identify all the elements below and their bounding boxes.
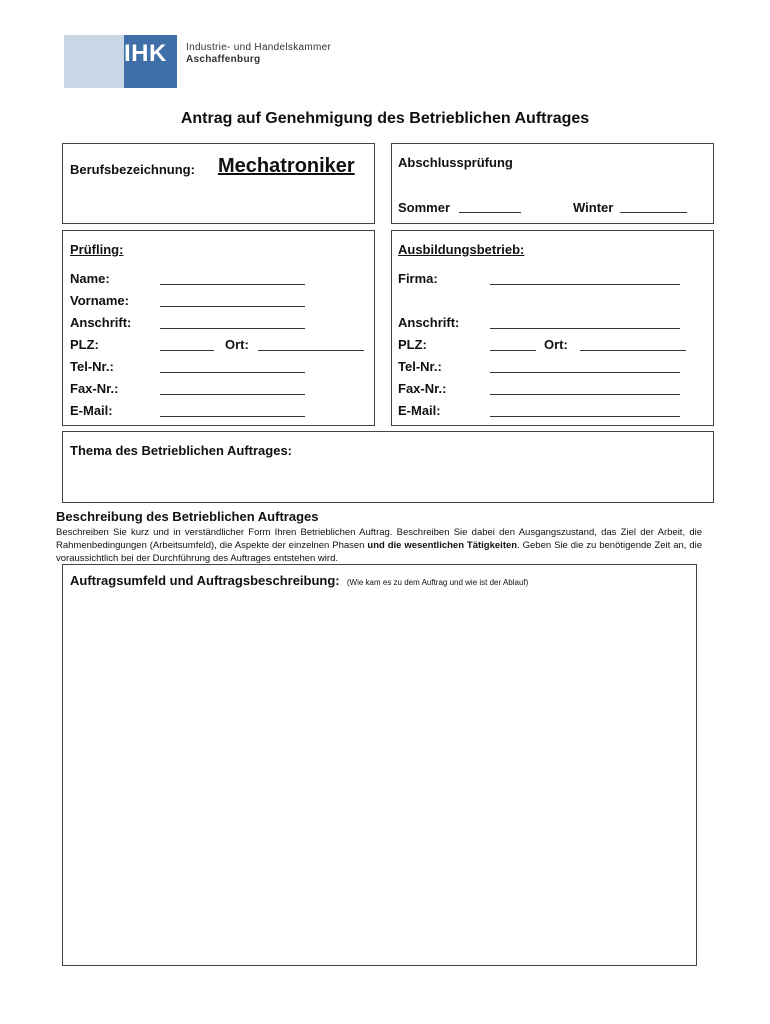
pruefling-anschrift-label: Anschrift: [70,315,132,330]
beschreibung-text-bold: und die wesentlichen Tätigkeiten [367,540,518,551]
pruefling-tel-label: Tel-Nr.: [70,359,114,374]
winter-label: Winter [573,200,614,215]
betrieb-firma-field[interactable] [490,284,680,285]
pruefling-heading: Prüfling: [70,242,124,257]
betrieb-fax-label: Fax-Nr.: [398,381,447,396]
betrieb-email-label: E-Mail: [398,403,441,418]
pruefling-vorname-field[interactable] [160,306,305,307]
betrieb-heading: Ausbildungsbetrieb: [398,242,525,257]
pruefling-fax-field[interactable] [160,394,305,395]
umfeld-label-row [70,573,528,588]
betrieb-plz-label: PLZ: [398,337,427,352]
beruf-label: Berufsbezeichnung: [70,162,195,177]
logo-line1: Industrie- und Handelskammer [186,42,332,53]
pruefling-ort-field[interactable] [258,350,364,351]
pruefling-name-label: Name: [70,271,110,286]
betrieb-tel-field[interactable] [490,372,680,373]
betrieb-ort-field[interactable] [580,350,686,351]
beschreibung-text [56,526,702,565]
pruefling-fax-label: Fax-Nr.: [70,381,119,396]
pruefling-vorname-label: Vorname: [70,293,129,308]
logo-line2: Aschaffenburg [186,54,261,65]
betrieb-plz-field[interactable] [490,350,536,351]
thema-label: Thema des Betrieblichen Auftrages: [70,443,293,458]
beschreibung-text-part1: Beschreiben Sie kurz und in verständlicher Form Ihren Betrieblichen Auftrag. Beschreiben Sie dabei den Ausgangszustand, das Ziel der Arbeit, die Rahmenbedingungen (Arbeitsumfeld), die Aspekte der einzelnen Phasen [56,527,702,551]
umfeld-label: Auftragsumfeld und Auftragsbeschreibung: [70,573,340,588]
betrieb-ort-label: Ort: [544,337,568,352]
pruefling-anschrift-field[interactable] [160,328,305,329]
logo-text: IHK [124,40,167,67]
umfeld-hint: (Wie kam es zu dem Auftrag und wie ist der Ablauf) [346,578,529,587]
sommer-field[interactable] [459,212,521,213]
pruefling-email-label: E-Mail: [70,403,113,418]
betrieb-email-field[interactable] [490,416,680,417]
page-title: Antrag auf Genehmigung des Betrieblichen Auftrages [180,110,590,127]
pruefling-email-field[interactable] [160,416,305,417]
winter-field[interactable] [620,212,687,213]
beruf-value: Mechatroniker [218,155,355,177]
pruefling-name-field[interactable] [160,284,305,285]
umfeld-box[interactable] [62,564,697,966]
pruefling-ort-label: Ort: [225,337,249,352]
betrieb-fax-field[interactable] [490,394,680,395]
betrieb-tel-label: Tel-Nr.: [398,359,442,374]
logo-light-block [64,35,124,88]
pruefling-tel-field[interactable] [160,372,305,373]
beschreibung-heading: Beschreibung des Betrieblichen Auftrages [56,509,319,524]
thema-box[interactable] [62,431,714,503]
betrieb-anschrift-label: Anschrift: [398,315,460,330]
betrieb-anschrift-field[interactable] [490,328,680,329]
betrieb-firma-label: Firma: [398,271,438,286]
pruefung-label: Abschlussprüfung [398,155,513,170]
sommer-label: Sommer [398,200,451,215]
beschreibung-text-part2: . Geben Sie die zu benötigende Zeit an, die voraussichtlich bei der Durchführung des Auftrages entstehen wird. [56,540,702,564]
pruefling-plz-label: PLZ: [70,337,99,352]
pruefling-plz-field[interactable] [160,350,214,351]
